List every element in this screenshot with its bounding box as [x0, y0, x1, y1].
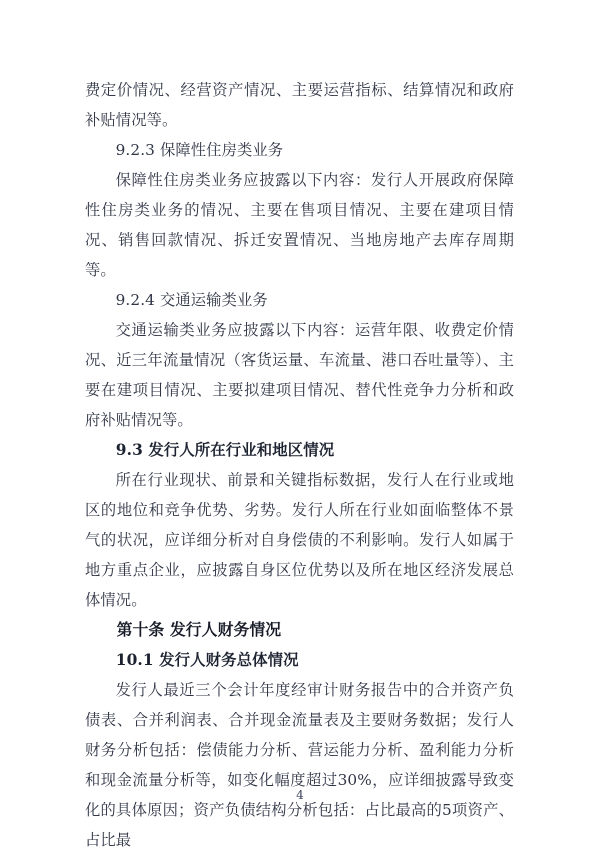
subsection-heading-10-1: 10.1 发行人财务总体情况: [115, 651, 299, 669]
clause-heading-9-2-4: 9.2.4 交通运输类业务: [115, 291, 268, 309]
paragraph: 发行人最近三个会计年度经审计财务报告中的合并资产负债表、合并利润表、合并现金流量表及主要财务数据；发行人财务分析包括：偿债能力分析、营运能力分析、盈利能力分析和现金流量分析等，如变化幅度超过30%，应详细披露导致变化的具体原因；资产负债结构分析包括：占比最高的5项资产、占比最: [85, 681, 514, 848]
page-footer: [0, 784, 600, 803]
subsection-heading-9-3: 9.3 发行人所在行业和地区情况: [115, 441, 335, 459]
document-body: [85, 75, 514, 848]
paragraph-continuation: 费定价情况、经营资产情况、主要运营指标、结算情况和政府补贴情况等。: [85, 81, 514, 129]
clause-heading-9-2-3: 9.2.3 保障性住房类业务: [115, 141, 284, 159]
paragraph: 交通运输类业务应披露以下内容：运营年限、收费定价情况、近三年流量情况（客货运量、车流量、港口吞吐量等）、主要在建项目情况、主要拟建项目情况、替代性竞争力分析和政府补贴情况等。: [85, 321, 514, 429]
page-number: 4: [296, 788, 304, 802]
article-heading-10: 第十条 发行人财务情况: [116, 620, 282, 639]
paragraph: 保障性住房类业务应披露以下内容：发行人开展政府保障性住房类业务的情况、主要在售项目情况、主要在建项目情况、销售回款情况、拆迁安置情况、当地房地产去库存周期等。: [85, 171, 514, 279]
paragraph: 所在行业现状、前景和关键指标数据，发行人在行业或地区的地位和竞争优势、劣势。发行人所在行业如面临整体不景气的状况，应详细分析对自身偿债的不利影响。发行人如属于地方重点企业，应披露自身区位优势以及所在地区经济发展总体情况。: [85, 471, 514, 609]
